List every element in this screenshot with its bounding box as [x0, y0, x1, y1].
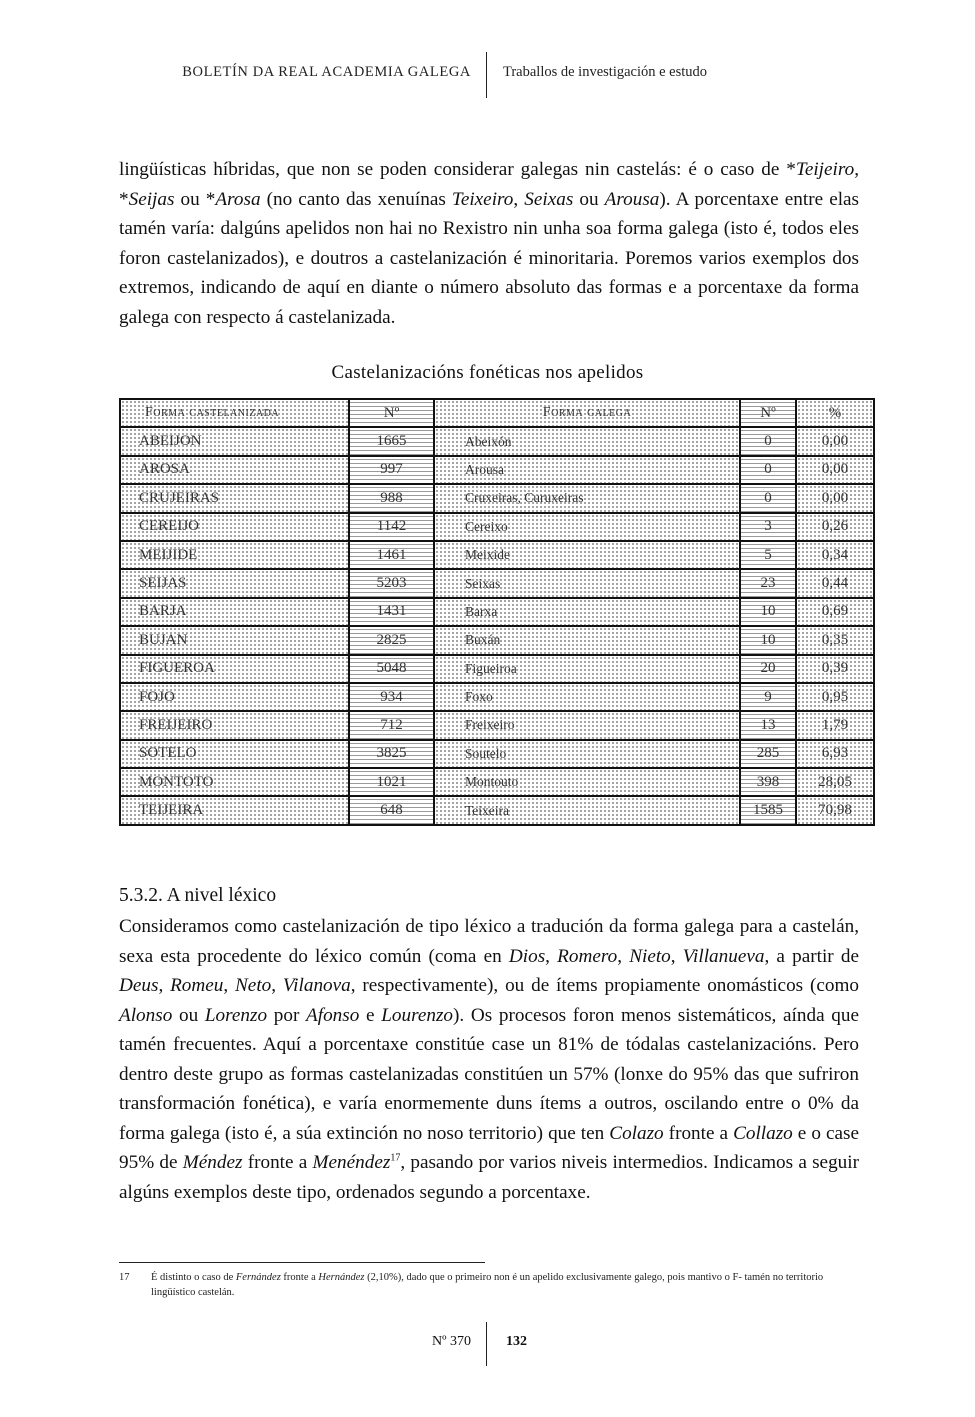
cell-count-castelanizada: 712	[349, 711, 434, 739]
cell-count-castelanizada: 1461	[349, 541, 434, 569]
text-run: , pasando por varios niveis intermedios. Indicamos a seguir algúns exemplos deste tipo, ordenados segundo a porcentaxe.	[119, 1152, 859, 1203]
cell-forma-galega: Montouto	[434, 768, 740, 796]
cell-count-castelanizada: 988	[349, 484, 434, 512]
cell-count-castelanizada: 934	[349, 683, 434, 711]
header-percent: %	[796, 399, 874, 427]
cell-count-castelanizada: 648	[349, 796, 434, 824]
cell-forma-castelanizada: SEIJAS	[120, 569, 349, 597]
cell-forma-castelanizada: FREIJEIRO	[120, 711, 349, 739]
header-count-castelanizada: Nº	[349, 399, 434, 427]
italic-term: Seijas	[128, 188, 175, 210]
text-run: (no canto das xenuínas	[260, 188, 452, 210]
text-run: ou	[172, 1004, 205, 1026]
cell-forma-castelanizada: MEIJIDE	[120, 541, 349, 569]
italic-term: Neto	[235, 975, 272, 996]
cell-count-castelanizada: 2825	[349, 626, 434, 654]
italic-term: Colazo	[609, 1122, 664, 1144]
italic-term: Hernández	[318, 1272, 365, 1283]
cell-forma-castelanizada: AROSA	[120, 456, 349, 484]
cell-count-castelanizada: 5203	[349, 569, 434, 597]
header-count-galega: Nº	[740, 399, 796, 427]
cell-count-galega: 3	[740, 513, 796, 541]
cell-forma-castelanizada: ABEIJON	[120, 427, 349, 455]
cell-forma-galega: Barxa	[434, 598, 740, 626]
text-run: ,	[670, 945, 683, 967]
italic-term: Fernández	[235, 1272, 281, 1283]
text-run: ,	[223, 975, 235, 996]
cell-count-galega: 20	[740, 655, 796, 683]
cell-forma-castelanizada: FOJO	[120, 683, 349, 711]
cell-count-galega: 5	[740, 541, 796, 569]
paragraph-text	[119, 155, 859, 332]
table-row	[120, 456, 874, 484]
cell-percent: 0,00	[796, 484, 874, 512]
cell-forma-galega: Seixas	[434, 569, 740, 597]
cell-forma-galega: Figueiroa	[434, 655, 740, 683]
header-forma-galega: Forma galega	[434, 399, 740, 427]
cell-percent: 70,98	[796, 796, 874, 824]
footnote-text	[151, 1270, 859, 1300]
paragraph-intro	[119, 155, 859, 332]
cell-percent: 0,00	[796, 427, 874, 455]
cell-forma-castelanizada: CEREIJO	[120, 513, 349, 541]
text-run: fronte a	[280, 1272, 319, 1283]
cell-forma-castelanizada: FIGUEROA	[120, 655, 349, 683]
cell-percent: 0,26	[796, 513, 874, 541]
italic-term: Romero	[557, 945, 618, 967]
section-heading: 5.3.2. A nivel léxico	[119, 885, 277, 906]
cell-forma-galega: Meixide	[434, 541, 740, 569]
text-run: , *	[119, 159, 859, 210]
text-run: ou *	[174, 188, 216, 210]
cell-forma-castelanizada: MONTOTO	[120, 768, 349, 796]
text-run: ou	[573, 188, 605, 210]
cell-forma-galega: Teixeira	[434, 796, 740, 824]
cell-forma-galega: Buxán	[434, 626, 740, 654]
text-run: ). A porcentaxe entre elas tamén varía: dalgúns apelidos non hai no Rexistro nin unha soa forma galega (isto é, todos eles foron castelanizados), e doutros a castelanización é minoritaria. Poremos varios exemplos dos extremos, indicando de aquí en diante o número absoluto das formas e a porcentaxe da forma galega con respecto á castelanizada.	[119, 188, 860, 328]
cell-count-castelanizada: 1021	[349, 768, 434, 796]
table-row	[120, 569, 874, 597]
table-row	[120, 513, 874, 541]
cell-count-galega: 10	[740, 598, 796, 626]
cell-count-castelanizada: 5048	[349, 655, 434, 683]
text-run: ,	[158, 975, 171, 996]
text-run: ,	[513, 188, 525, 210]
text-run: (2,10%), dado que o primeiro non é un apelido exclusivamente galego, pois mantivo o F- tamén no territorio lingüístico castelán.	[151, 1272, 824, 1298]
footnote-marker: 17	[390, 1152, 401, 1164]
cell-forma-galega: Cruxeiras, Curuxeiras	[434, 484, 740, 512]
italic-term: Villanueva	[682, 945, 765, 967]
italic-term: Alonso	[119, 1004, 173, 1026]
table-row	[120, 541, 874, 569]
cell-forma-castelanizada: BARJA	[120, 598, 349, 626]
italic-term: Lourenzo	[381, 1004, 454, 1026]
italic-term: Lorenzo	[204, 1004, 268, 1026]
cell-forma-castelanizada: SOTELO	[120, 740, 349, 768]
cell-count-castelanizada: 997	[349, 456, 434, 484]
footer-divider	[486, 1322, 487, 1366]
table-row	[120, 796, 874, 824]
italic-term: Deus	[119, 975, 159, 996]
text-run: É distinto o caso de	[151, 1272, 236, 1283]
italic-term: Dios	[508, 945, 546, 967]
italic-term: Vilanova	[282, 975, 351, 996]
italic-term: Teixeiro	[451, 188, 514, 210]
italic-term: Teijeiro	[795, 159, 855, 180]
text-run: e	[359, 1004, 382, 1026]
text-run: lingüísticas híbridas, que non se poden considerar galegas nin castelás: é o caso de *	[119, 159, 796, 180]
table-row	[120, 427, 874, 455]
footnote-number: 17	[119, 1272, 130, 1283]
cell-forma-galega: Cereixo	[434, 513, 740, 541]
header-divider	[486, 52, 487, 98]
cell-count-galega: 0	[740, 456, 796, 484]
text-run: , a partir de	[764, 945, 859, 967]
table-row	[120, 740, 874, 768]
text-run: ,	[271, 975, 283, 996]
text-run: ,	[617, 945, 630, 967]
cell-forma-castelanizada: BUJAN	[120, 626, 349, 654]
text-run: Consideramos como castelanización de tipo léxico a tradución da forma galega para a castelán, sexa esta procedente do léxico común (coma en	[119, 916, 859, 967]
table-body	[120, 427, 874, 824]
page-footer	[0, 1322, 975, 1366]
text-run: e o case 95% de	[119, 1122, 859, 1173]
table-row	[120, 655, 874, 683]
italic-term: Romeu	[170, 975, 224, 996]
cell-count-galega: 23	[740, 569, 796, 597]
table-row	[120, 484, 874, 512]
cell-count-galega: 10	[740, 626, 796, 654]
italic-term: Collazo	[733, 1122, 793, 1144]
footnote-rule	[119, 1262, 485, 1263]
italic-term: Arosa	[215, 188, 261, 210]
issue-number: Nº 370	[432, 1334, 471, 1349]
cell-count-galega: 398	[740, 768, 796, 796]
table-caption: Castelanizacións fonéticas nos apelidos	[331, 362, 644, 383]
journal-title: BOLETÍN DA REAL ACADEMIA GALEGA	[182, 64, 471, 80]
cell-percent: 0,34	[796, 541, 874, 569]
paragraph-text	[119, 912, 859, 1207]
cell-forma-galega: Soutelo	[434, 740, 740, 768]
table-row	[120, 683, 874, 711]
cell-percent: 1,79	[796, 711, 874, 739]
italic-term: Méndez	[182, 1152, 243, 1173]
table-header-row	[120, 399, 874, 427]
italic-term: Menéndez	[312, 1152, 391, 1173]
text-run: por	[267, 1004, 307, 1026]
italic-term: Nieto	[629, 945, 671, 967]
table-row	[120, 626, 874, 654]
cell-count-galega: 1585	[740, 796, 796, 824]
cell-count-galega: 0	[740, 484, 796, 512]
text-run: fronte a	[663, 1122, 734, 1144]
cell-count-castelanizada: 1142	[349, 513, 434, 541]
text-run: ,	[545, 945, 558, 967]
text-run: ). Os procesos foron menos sistemáticos, aínda que tamén frecuentes. Aquí a porcentaxe constitúe case un 81% de tódalas castelanizacións. Pero dentro deste grupo as formas castelanizadas constitúen un 57% (lonxe do 95% das que sufriron transformación fonética), e varía enormemente duns ítems a outros, oscilando entre o 0% da forma galega (isto é, a súa extinción no noso territorio) que ten	[119, 1004, 859, 1144]
running-head	[0, 52, 975, 100]
text-run: , respectivamente), ou de ítems propiamente onomásticos (como	[350, 975, 859, 996]
section-label: Traballos de investigación e estudo	[503, 64, 708, 80]
text-run: fronte a	[242, 1152, 313, 1173]
cell-count-castelanizada: 1431	[349, 598, 434, 626]
cell-forma-galega: Arousa	[434, 456, 740, 484]
cell-forma-galega: Freixeiro	[434, 711, 740, 739]
cell-percent: 0,69	[796, 598, 874, 626]
italic-term: Afonso	[306, 1004, 360, 1026]
table-row	[120, 711, 874, 739]
italic-term: Seixas	[524, 188, 574, 210]
paragraph-lexical	[119, 912, 859, 1207]
cell-count-galega: 0	[740, 427, 796, 455]
cell-forma-castelanizada: TEIJEIRA	[120, 796, 349, 824]
cell-percent: 0,44	[796, 569, 874, 597]
cell-percent: 6,93	[796, 740, 874, 768]
cell-forma-galega: Foxo	[434, 683, 740, 711]
cell-count-castelanizada: 1665	[349, 427, 434, 455]
cell-percent: 0,95	[796, 683, 874, 711]
cell-count-galega: 285	[740, 740, 796, 768]
italic-term: Arousa	[604, 188, 660, 210]
cell-count-galega: 9	[740, 683, 796, 711]
cell-forma-castelanizada: CRUJEIRAS	[120, 484, 349, 512]
cell-percent: 0,39	[796, 655, 874, 683]
table-row	[120, 768, 874, 796]
castelanization-table	[119, 398, 875, 826]
cell-forma-galega: Abeixón	[434, 427, 740, 455]
cell-percent: 0,00	[796, 456, 874, 484]
cell-percent: 0,35	[796, 626, 874, 654]
page-number: 132	[506, 1334, 527, 1349]
cell-percent: 28,05	[796, 768, 874, 796]
table-row	[120, 598, 874, 626]
cell-count-galega: 13	[740, 711, 796, 739]
cell-count-castelanizada: 3825	[349, 740, 434, 768]
header-forma-castelanizada: Forma castelanizada	[120, 399, 349, 427]
